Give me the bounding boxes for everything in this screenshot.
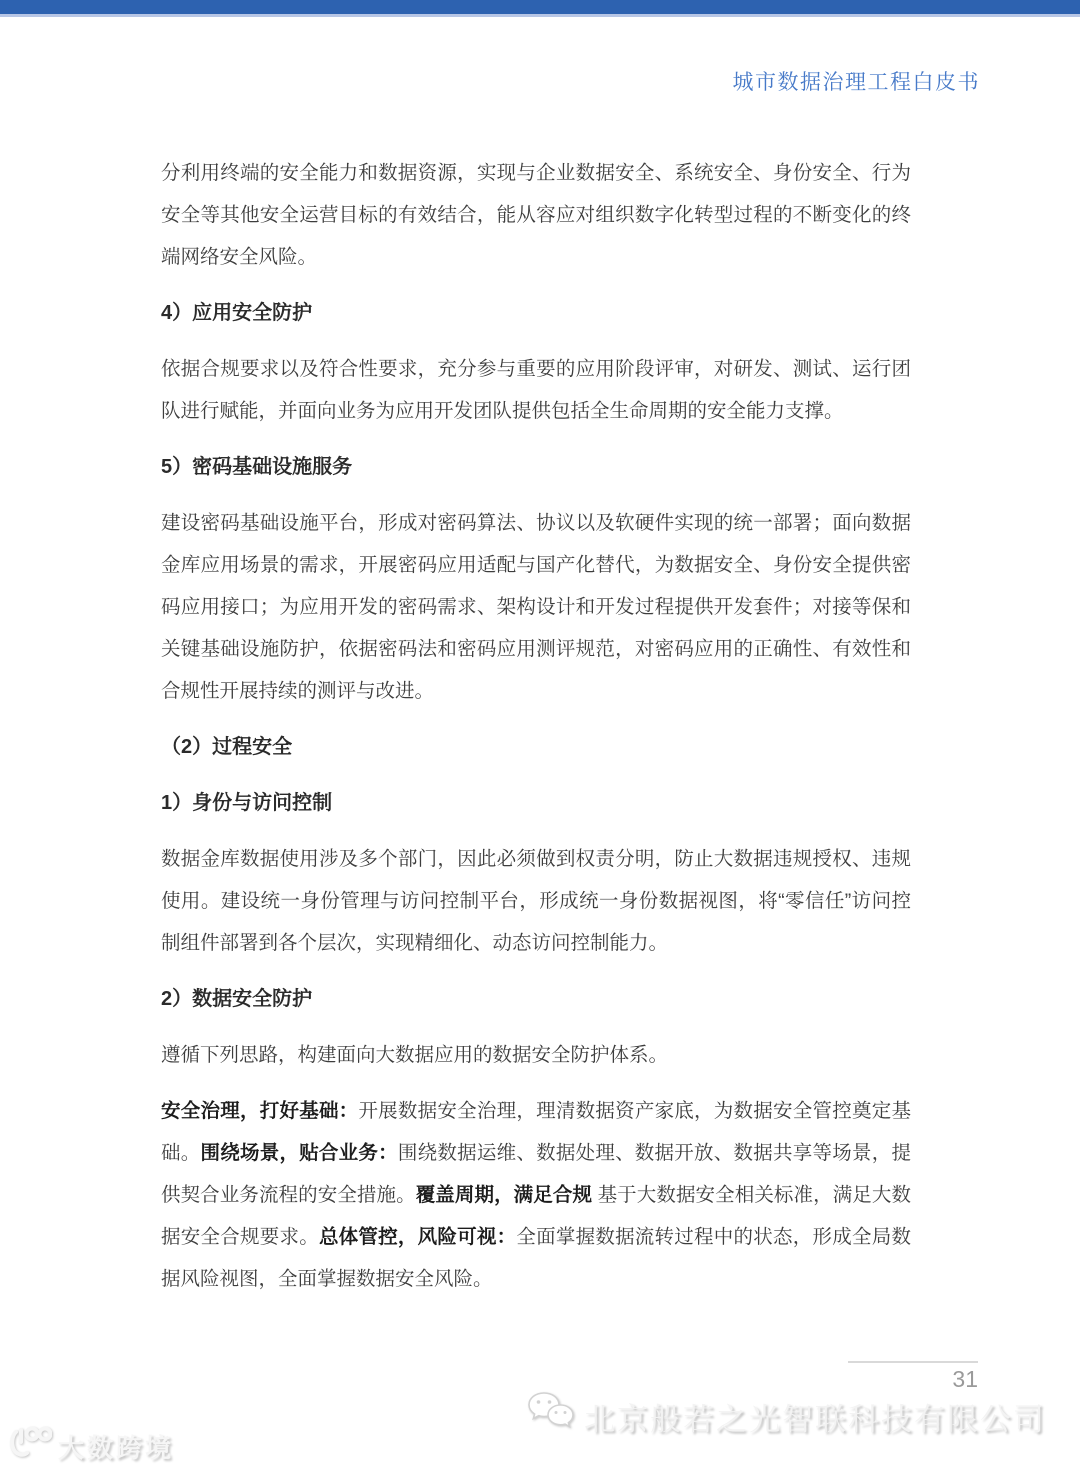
text-run-control: 全面掌握数据流转过程中的状态，形成全局数据风险视图，全面掌握数据安全风险。 <box>161 1226 911 1290</box>
text-run-scenario: 围绕数据运维、数据处理、数据开放、数据共享等场景，提供契合业务流程的安全措施。 <box>161 1142 911 1206</box>
heading-crypto-infrastructure: 5）密码基础设施服务 <box>161 456 353 478</box>
paragraph-application-security: 依据合规要求以及符合性要求，充分参与重要的应用阶段评审，对研发、测试、运行团队进行赋能，并面向业务为应用开发团队提供包括全生命周期的安全能力支撑。 <box>161 358 911 422</box>
paragraph-identity-access-control: 数据金库数据使用涉及多个部门，因此必须做到权责分明，防止大数据违规授权、违规使用。建设统一身份管理与访问控制平台，形成统一身份数据视图，将“零信任”访问控制组件部署到各个层次，实现精细化、动态访问控制能力。 <box>161 848 911 954</box>
bold-run-scenario: 围绕场景，贴合业务： <box>200 1142 398 1164</box>
paragraph-data-security-principles <box>161 1090 911 1300</box>
page-header-title: 城市数据治理工程白皮书 <box>732 71 980 94</box>
footer-company-name: 北京般若之光智联科技有限公司 <box>584 1401 1046 1437</box>
watermark <box>8 1424 174 1469</box>
heading-process-security: （2）过程安全 <box>161 736 293 758</box>
paragraph-terminal-security: 分利用终端的安全能力和数据资源，实现与企业数据安全、系统安全、身份安全、行为安全等其他安全运营目标的有效结合，能从容应对组织数字化转型过程的不断变化的终端网络安全风险。 <box>161 162 911 268</box>
dashu-100-icon <box>8 1424 52 1469</box>
bold-run-lifecycle: 覆盖周期，满足合规 <box>415 1184 593 1206</box>
paragraph-crypto-infrastructure: 建设密码基础设施平台，形成对密码算法、协议以及软硬件实现的统一部署；面向数据金库应用场景的需求，开展密码应用适配与国产化替代，为数据安全、身份安全提供密码应用接口；为应用开发的密码需求、架构设计和开发过程提供开发套件；对接等保和关键基础设施防护，依据密码法和密码应用测评规范，对密码应用的正确性、有效性和合规性开展持续的测评与改进。 <box>161 512 911 702</box>
wechat-bubbles-icon <box>526 1390 576 1442</box>
heading-data-security-protection: 2）数据安全防护 <box>161 988 313 1010</box>
text-run-governance: 开展数据安全治理，理清数据资产家底，为数据安全管控奠定基础。 <box>161 1100 911 1164</box>
top-accent-bar <box>0 0 1080 17</box>
text-run-lifecycle: 基于大数据安全相关标准，满足大数据安全合规要求。 <box>161 1184 911 1248</box>
bold-run-control: 总体管控，风险可视： <box>318 1226 517 1248</box>
heading-identity-access-control: 1）身份与访问控制 <box>161 792 333 814</box>
paragraph-data-security-intro: 遵循下列思路，构建面向大数据应用的数据安全防护体系。 <box>161 1044 669 1066</box>
footer-divider <box>848 1361 978 1363</box>
bold-run-governance: 安全治理，打好基础： <box>161 1100 359 1122</box>
heading-application-security: 4）应用安全防护 <box>161 302 313 324</box>
watermark-text: 大数跨境 <box>58 1433 175 1463</box>
footer-company <box>526 1390 1046 1442</box>
page-number: 31 <box>952 1366 978 1392</box>
document-body <box>161 152 911 1314</box>
